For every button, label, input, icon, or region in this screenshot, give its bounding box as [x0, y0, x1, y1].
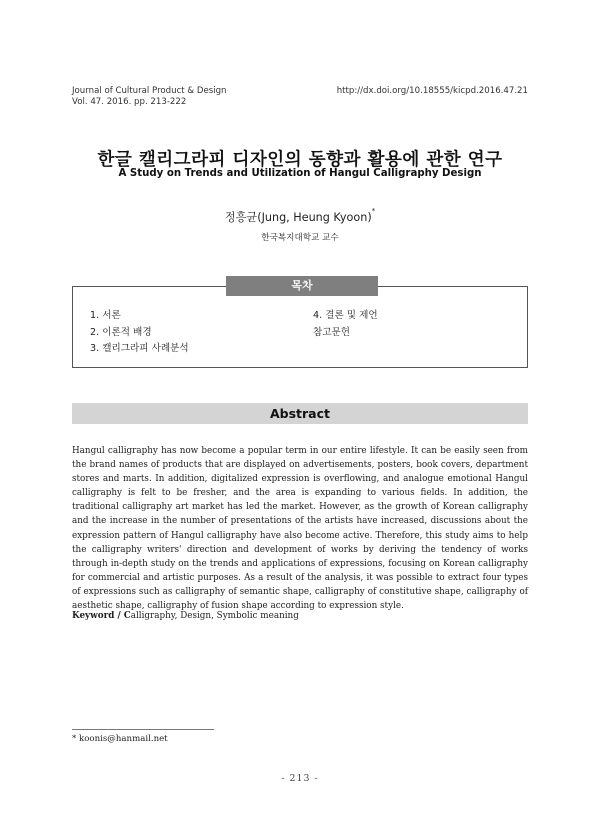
- journal-header: [72, 86, 227, 108]
- author-footnote-mark: *: [371, 207, 376, 215]
- title-korean: 한글 캘리그라피 디자인의 동향과 활용에 관한 연구: [97, 150, 503, 170]
- author-line: [0, 209, 600, 225]
- toc-item: 3. 캘리그라피 사례분석: [90, 343, 189, 354]
- toc-heading: 목차: [226, 276, 378, 296]
- author-name: 정흥균(Jung, Heung Kyoon): [224, 211, 372, 224]
- keywords-text: alligraphy, Design, Symbolic meaning: [130, 611, 299, 621]
- journal-name: Journal of Cultural Product & Design: [72, 86, 227, 96]
- abstract-body: Hangul calligraphy has now become a popular term in our entire lifestyle. It can be easily seen from the brand names of products that are displayed on advertisements, posters, book covers, department stores and marts. In addition, digitalized expression is overflowing, and analogue emotional Hangul calligraphy is felt to be fresher, and the area is expanding to various fields. In addition, the traditional calligraphy art market has led the market. However, as the growth of Korean calligraphy and the increase in the number of presentations of the artists have increased, discussions about the expression pattern of Hangul calligraphy have also become active. Therefore, this study aims to help the calligraphy writers' direction and development of works by deriving the tendency of works through in-depth study on the trends and applications of expressions, focusing on Korean calligraphy for commercial and artistic purposes. As a result of the analysis, it was possible to extract four types of expressions such as calligraphy of semantic shape, calligraphy of constitutive shape, calligraphy of aesthetic shape, calligraphy of fusion shape according to expression style.: [72, 446, 528, 612]
- footnote-email: * koonis@hanmail.net: [72, 734, 168, 744]
- abstract-heading: Abstract: [72, 403, 528, 424]
- title-english: A Study on Trends and Utilization of Hangul Calligraphy Design: [118, 168, 482, 179]
- keywords-label: Keyword / C: [72, 611, 131, 621]
- toc-item: 1. 서론: [90, 310, 121, 321]
- toc-right-column: [313, 308, 378, 341]
- keywords-line: [72, 611, 299, 621]
- toc-item: 참고문헌: [313, 326, 351, 338]
- journal-volume: Vol. 47. 2016. pp. 213-222: [72, 97, 187, 107]
- doi-link[interactable]: http://dx.doi.org/10.18555/kicpd.2016.47.21: [336, 86, 528, 96]
- footnote-divider: [72, 729, 214, 730]
- toc-item: 2. 이론적 배경: [90, 326, 152, 338]
- toc-left-column: [90, 308, 189, 358]
- author-affiliation: 한국복지대학교 교수: [261, 233, 339, 243]
- page-number: - 213 -: [281, 773, 319, 784]
- toc-item: 4. 결론 및 제언: [313, 310, 378, 321]
